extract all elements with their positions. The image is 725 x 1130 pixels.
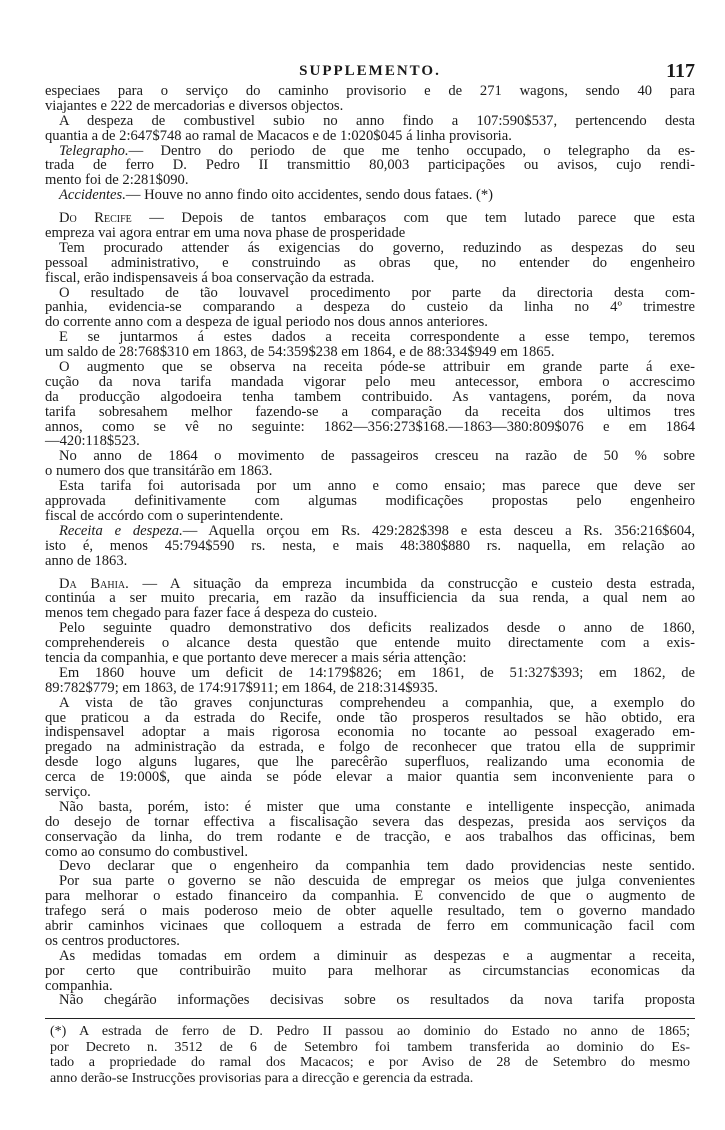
line-text: do desejo de tornar effectiva a fiscalisação severa das despezas, presida aos serviços da (45, 813, 695, 830)
paragraph (45, 188, 695, 203)
text-line (45, 606, 695, 621)
line-text: que praticou a da estrada do Recife, onde tão prosperos resultados se hão obtido, era (45, 709, 695, 726)
text-line (45, 211, 695, 226)
line-text: Por sua parte o governo se não descuida de empregar os meios que julga convenientes (59, 873, 695, 890)
text-line (45, 226, 695, 241)
line-text: isto é, menos 45:794$590 rs. nesta, e mais 48:380$880 rs. naquella, em relação ao (45, 537, 695, 554)
line-text: pessoal administrativo, e construindo as obras que, no entender do engenheiro (45, 254, 695, 271)
line-text: comprehendereis o alcance desta questão que entende muito directamente com a exis- (45, 635, 695, 652)
line-text: Não chegárão informações decisivas sobre os resultados da nova tarifa proposta (59, 992, 695, 1009)
line-text: quantia a de 2:647$748 ao ramal de Macacos e de 1:020$045 á linha provisoria. (45, 127, 512, 144)
paragraph (45, 286, 695, 331)
line-text: continúa a ser muito precaria, em razão da insufficiencia da sua renda, a qual nem ao (45, 590, 695, 607)
line-text: fiscal, erão indispensaveis á boa conservação da estrada. (45, 269, 375, 286)
line-text: os centros productores. (45, 932, 180, 949)
line-text: empreza vai agora entrar em uma nova phase de prosperidade (45, 225, 406, 242)
line-text: trafego será o mais poderoso meio de obter aquelle resultado, tem o governo mandado (45, 903, 695, 920)
text-line (45, 785, 695, 800)
line-text: cerca de 19:000$, que ainda se póde elevar a maior quantia sem inconveniente para o (45, 769, 695, 786)
text-line (45, 621, 695, 636)
line-text: viajantes e 222 de mercadorias e diversos objectos. (45, 97, 344, 114)
text-line (45, 300, 695, 315)
line-text: serviço. (45, 783, 91, 800)
line-text: o numero dos que transitárão em 1863. (45, 463, 273, 480)
footnote-line: tado a propriedade do ramal dos Macacos; e por Aviso de 28 de Setembro do mesmo (50, 1055, 690, 1070)
text-line (45, 360, 695, 375)
text-line (45, 241, 695, 256)
text-line (45, 740, 695, 755)
line-text: — Dentro do periodo de que me tenho occupado, o telegrapho da es- (128, 142, 695, 159)
line-text: annos, como se vê no seguinte: 1862—356:273$168.—1863—380:809$076 e em 1864 (45, 418, 695, 435)
section-lead: Accidentes. (59, 187, 126, 204)
paragraph (45, 479, 695, 524)
text-line (45, 636, 695, 651)
text-line (45, 845, 695, 860)
line-text: tencia da companhia, e que portanto deve merecer a mais séria attenção: (45, 649, 467, 666)
line-text: — A situação da empreza incumbida da construcção e custeio desta estrada, (128, 575, 695, 592)
line-text: da producção algodoeira tenha tambem contribuido. As vantagens, porém, da nova (45, 388, 695, 405)
text-line (45, 345, 695, 360)
line-text: por certo que contribuirão muito para melhorar as circumstancias economicas da (45, 962, 695, 979)
line-text: fiscal de accórdo com o superintendente. (45, 507, 284, 524)
text-line (45, 158, 695, 173)
paragraph (45, 211, 695, 241)
text-line (45, 286, 695, 301)
text-line (45, 979, 695, 994)
footnote (50, 1024, 690, 1086)
paragraph (45, 800, 695, 860)
text-line (45, 696, 695, 711)
line-text: O augmento que se observa na receita póde-se attribuir em grande parte á exe- (59, 359, 695, 376)
paragraph (45, 696, 695, 800)
text-line (45, 271, 695, 286)
paragraph (45, 666, 695, 696)
text-line (45, 651, 695, 666)
paragraph (45, 330, 695, 360)
line-text: para melhorar o estado financeiro da companhia. E convencido de que o augmento de (45, 888, 695, 905)
paragraph (45, 241, 695, 286)
line-text: Pelo seguinte quadro demonstrativo dos deficits realizados desde o anno de 1860, (59, 620, 695, 637)
paragraph (45, 993, 695, 1008)
line-text: anno de 1863. (45, 552, 128, 569)
text-line (45, 711, 695, 726)
text-line (45, 800, 695, 815)
text-line (45, 449, 695, 464)
text-line (45, 949, 695, 964)
text-line (45, 256, 695, 271)
line-text: tarifa sobresahem melhor fazendo-se a comparação da receita dos ultimos tres (45, 403, 695, 420)
line-text: conservação da linha, do trem rodante e de tracção, e aos trabalhos das officinas, bem (45, 828, 695, 845)
text-line (45, 859, 695, 874)
line-text: companhia. (45, 977, 113, 994)
text-line (45, 770, 695, 785)
line-text: Tem procurado attender ás exigencias do governo, reduzindo as despezas do seu (59, 239, 695, 256)
text-line (45, 434, 695, 449)
footnote-line: por Decreto n. 3512 de 6 de Setembro foi tambem transferida ao dominio do Es- (50, 1039, 690, 1055)
section-lead: Da Bahia. (59, 575, 129, 592)
text-line (45, 874, 695, 889)
line-text: um saldo de 28:768$310 em 1863, de 54:359$238 em 1864, e de 88:334$949 em 1865. (45, 344, 555, 361)
paragraph (45, 84, 695, 114)
paragraph (45, 577, 695, 622)
text-line (45, 129, 695, 144)
section-lead: Receita e despeza. (59, 522, 183, 539)
text-line (45, 144, 695, 159)
line-text: — Depois de tantos embaraços com que tem lutado parece que esta (131, 210, 695, 227)
line-text: cução da nova tarifa mandada vigorar pelo meu antecessor, embora o accrescimo (45, 373, 695, 390)
line-text: pregado na administração da estrada, e folgo de reconhecer que tratou ella de supprimir (45, 739, 695, 756)
line-text: menos tem chegado para fazer face á despeza do custeio. (45, 605, 378, 622)
line-text: especiaes para o serviço do caminho provisorio e de 271 wagons, sendo 40 para (45, 83, 695, 99)
paragraph (45, 949, 695, 994)
text-line (45, 524, 695, 539)
line-text: A vista de tão graves conjuncturas comprehendeu a companhia, que, a exemplo do (59, 694, 695, 711)
text-line (45, 405, 695, 420)
paragraph (45, 144, 695, 189)
text-line (45, 904, 695, 919)
line-text: — Aquella orçou em Rs. 429:282$398 e esta desceu a Rs. 356:216$604, (182, 522, 695, 539)
line-text: O resultado de tão louvavel procedimento por parte da directoria desta com- (59, 284, 695, 301)
text-line (45, 173, 695, 188)
text-line (45, 755, 695, 770)
page-number: 117 (666, 60, 695, 82)
section-lead: Do Recife (59, 210, 132, 227)
text-line (45, 591, 695, 606)
main-text (45, 84, 695, 1008)
text-line (45, 420, 695, 435)
text-line (45, 889, 695, 904)
line-text: A despeza de combustivel subio no anno findo a 107:590$537, pertencendo desta (59, 112, 695, 129)
text-line (45, 666, 695, 681)
line-text: panhia, evidencia-se comparando a despeza do custeio da linha no 4º trimestre (45, 299, 695, 316)
text-line (45, 315, 695, 330)
line-text: Em 1860 houve um deficit de 14:179$826; em 1861, de 51:327$393; em 1862, de (59, 664, 695, 681)
footnote-divider (45, 1018, 695, 1019)
text-line (45, 464, 695, 479)
line-text: indispensavel adoptar a mais rigorosa economia no tocante ao pessoal exagerado em- (45, 724, 695, 741)
text-line (45, 188, 695, 203)
line-text: do corrente anno com a despeza de igual periodo nos dous annos anteriores. (45, 314, 488, 331)
text-line (45, 479, 695, 494)
text-line (45, 934, 695, 949)
running-title: SUPPLEMENTO. (299, 63, 441, 79)
line-text: approvada definitivamente com algumas modificações propostas pelo engenheiro (45, 493, 695, 510)
text-line (45, 375, 695, 390)
section-lead: Telegrapho. (59, 142, 129, 159)
text-line (45, 114, 695, 129)
line-text: —420:118$523. (45, 433, 140, 450)
text-line (45, 964, 695, 979)
footnote-line: (*) A estrada de ferro de D. Pedro II passou ao dominio do Estado no anno de 1865; (50, 1024, 690, 1039)
paragraph (45, 859, 695, 874)
text-line (45, 509, 695, 524)
text-line (45, 99, 695, 114)
paragraph (45, 524, 695, 569)
line-text: abrir caminhos vicinaes que colloquem a estrada de ferro em communicação facil com (45, 917, 695, 934)
paragraph (45, 449, 695, 479)
text-line (45, 919, 695, 934)
paragraph (45, 114, 695, 144)
text-line (45, 494, 695, 509)
line-text: mento foi de 2:281$090. (45, 172, 189, 189)
line-text: — Houve no anno findo oito accidentes, sendo dous fataes. (*) (125, 187, 494, 204)
paragraph (45, 874, 695, 948)
line-text: Esta tarifa foi autorisada por um anno e como ensaio; mas parece que deve ser (59, 478, 695, 495)
footnote-line: anno derão-se Instrucções provisorias para a direcção e gerencia da estrada. (50, 1070, 474, 1086)
line-text: Não basta, porém, isto: é mister que uma constante e intelligente inspecção, animada (59, 798, 695, 815)
text-line (45, 830, 695, 845)
line-text: como ao consumo do combustivel. (45, 843, 249, 860)
line-text: As medidas tomadas em ordem a diminuir as despezas e a augmentar a receita, (59, 947, 695, 964)
text-line (45, 725, 695, 740)
text-line (45, 815, 695, 830)
text-line (45, 577, 695, 592)
paragraph (45, 360, 695, 449)
line-text: trada de ferro D. Pedro II transmittio 80,003 participações ou avisos, cujo rendi- (45, 157, 695, 174)
text-line (45, 330, 695, 345)
text-line (45, 554, 695, 569)
text-line (45, 390, 695, 405)
text-line (45, 681, 695, 696)
line-text: desde logo alguns lugares, que lhe parecêrão superfluos, realizando uma economia de (45, 754, 695, 771)
text-line (45, 539, 695, 554)
text-line (45, 84, 695, 99)
text-line (45, 993, 695, 1008)
line-text: 89:782$779; em 1863, de 174:917$911; em 1864, de 218:314$935. (45, 679, 439, 696)
line-text: E se juntarmos á estes dados a receita correspondente a esse tempo, teremos (59, 329, 695, 346)
page-header (45, 60, 695, 82)
line-text: Devo declarar que o engenheiro da companhia tem dado providencias neste sentido. (59, 858, 695, 875)
paragraph (45, 621, 695, 666)
line-text: No anno de 1864 o movimento de passageiros cresceu na razão de 50 % sobre (59, 448, 695, 465)
